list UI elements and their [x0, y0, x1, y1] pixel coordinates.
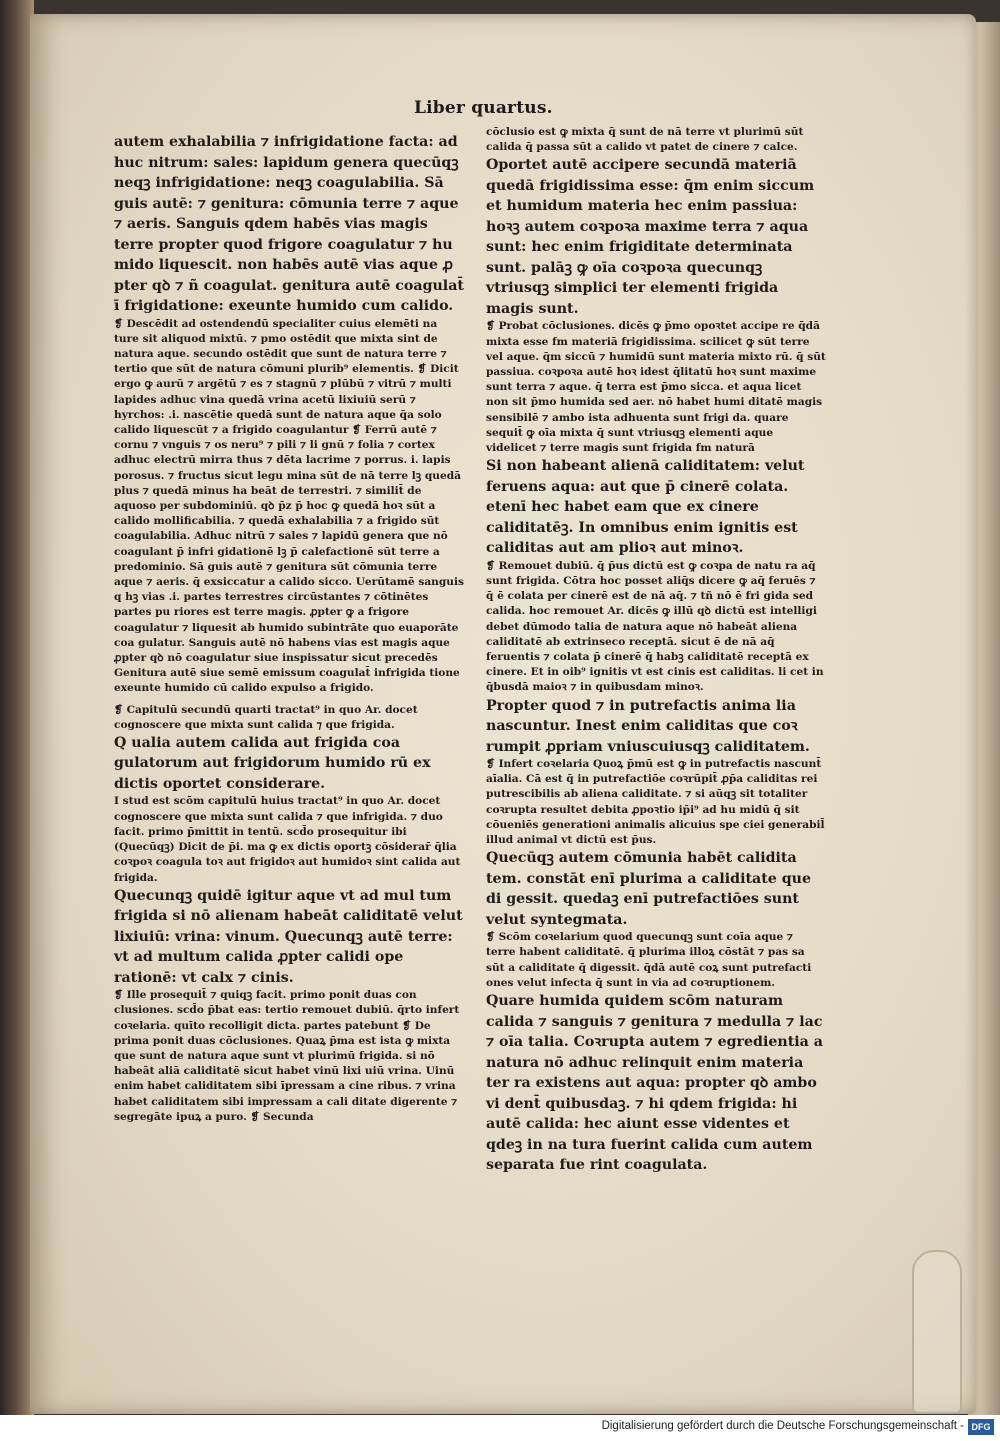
text-paragraph: Propter quod ⁊ in putrefactis anima lia nascuntur. Inest enim caliditas que coꝛ rumpit ꝓpriam vniuscuiusqꝫ caliditatem.	[486, 697, 810, 755]
commentary-paragraph: I stud est scōm capitulū huius tractat⁹ in quo Ar. docet cognoscere que mixta sunt calida ⁊ que infrigida. ⁊ duo facit. primo p̄mittit in tentū. scd̄o prosequitur ibi (Quecūqꝫ) Dicit de p̄i. ma ꝙ ex dictis oportꝫ cōsiderar̄ q̄lia coꝛpoꝛ coagula toꝛ aut frigidoꝛ aut humidoꝛ sint calida aut frigida.	[114, 795, 461, 884]
dfg-logo: DFG	[968, 1419, 994, 1435]
commentary-paragraph: ❡ Infert coꝛelaria Quoꝝ p̄mū est ꝙ in putrefactis nascunt̄ aīalia. Cā est q̄ in putrefactiōe coꝛrūpit̄ ꝓp̄a caliditas rei putrescibilis ab aliena caliditate. ⁊ si aūqꝫ sit totaliter coꝛrupta resultet debita ꝓpoꝛtio ip̄i⁹ ad hu midū q̄ sit cōueniēs generationi animalis alicuius spe ciei generabil̄ illud animal vt dictū est p̄us.	[486, 758, 825, 847]
commentary-paragraph: ❡ Ille prosequit̄ ⁊ quiqꝫ facit. primo ponit duas con clusiones. scd̄o p̄bat eas: tertio remouet dubiū. q̄rto infert coꝛelaria. quīto recolligit dicta. partes patebunt ❡ De prima ponit duas cōclusiones. Quaꝝ p̄ma est ista ꝙ mixta que sunt de natura aque sunt vt plurimū frigida. si nō habeāt aliā caliditatē sicut habet vinū lixi uiū vrina. Uinū enim habet caliditatem sibi īpressam a cine ribus. ⁊ vrina habet caliditatem sibi impressam a cali ditate digerente ⁊ segregāte ipuꝝ a puro. ❡ Secunda	[114, 989, 460, 1123]
book-spine-edge	[0, 0, 34, 1415]
digitization-footer	[0, 1415, 1000, 1441]
left-text-column	[114, 132, 464, 1125]
page-tab-mark	[912, 1250, 962, 1414]
text-paragraph: Quare humida quidem scōm naturam calida ⁊ sanguis ⁊ genitura ⁊ medulla ⁊ lac ⁊ oīa talia. Coꝛrupta autem ⁊ egredientia a natura nō adhuc relinquit enim materia ter ra existens aut aqua: propter qꝺ ambo vi dent̄ quibusdaꝫ. ⁊ hi qdem frigida: hi autē calida: hec aiunt esse videntes et qdeꝫ in na tura fuerint calida cum autem separata fue rint coagulata.	[486, 993, 823, 1174]
text-paragraph: autem exhalabilia ⁊ infrigidatione facta: ad huc nitrum: sales: lapidum genera quecūqꝫ neqꝫ infrigidatione: neqꝫ coagulabilia. Sā guis autē: ⁊ genitura: cōmunia terre ⁊ aque ⁊ aeris. Sanguis qdem habēs vias magis terre propter quod frigore coagulatur ⁊ hu mido liquescit. non habēs autē vias aque ꝓ pter qꝺ ⁊ ñ coagulat. genitura autē coagulat̄ ī frigidatione: exeunte humido cum calido.	[114, 134, 464, 314]
right-text-column	[486, 125, 826, 1176]
funding-credit: Digitalisierung gefördert durch die Deutsche Forschungsgemeinschaft -	[601, 1420, 964, 1432]
text-paragraph: Si non habeant alienā caliditatem: velut feruens aqua: aut que p̄ cinerē colata. etenī hec habet eam que ex cinere caliditatēꝫ. In omnibus enim ignitis est caliditas aut am plioꝛ aut minoꝛ.	[486, 458, 805, 557]
text-paragraph: Oportet autē accipere secundā materiā quedā frigidissima esse: q̄m enim siccum et humidum materia hec enim passiua: hoꝛꝫ autem coꝛpoꝛa maxime terra ⁊ aqua sunt: hec enim frigiditate determinata sunt. palāꝫ ꝙ oīa coꝛpoꝛa quecunqꝫ vtriusqꝫ simplici ter elementi frigida magis sunt.	[486, 157, 815, 317]
running-header: Liber quartus.	[414, 98, 553, 118]
text-paragraph: Quecunqꝫ quidē igitur aque vt ad mul tum frigida si nō alienam habeāt caliditatē velut lixiuiū: vrina: vinum. Quecunqꝫ autē terre: vt ad multum calida ꝓpter calidi ope rationē: vt calx ⁊ cinis.	[114, 887, 463, 986]
commentary-paragraph: ❡ Probat cōclusiones. dicēs ꝙ p̄mo opoꝛtet accipe re q̄dā mixta esse fm materiā frigidissima. scilicet ꝙ sūt terre vel aque. q̄m siccū ⁊ humidū sunt materia mixto rū. q̄ sūt passiua. coꝛpoꝛa autē hoꝛ idest q̄litatū hoꝛ sunt maxime sunt terra ⁊ aque. q̄ terra est p̄mo sicca. et aqua licet non sit p̄mo humida sed aer. nō habet humi ditatē magis sensibilē ⁊ ambo ista adhuenta sunt frigi da. quare sequit̄ ꝙ oīa mixta q̄ sunt vtriusqꝫ elementi aque videlicet ⁊ terre magis sunt frigida fm naturā	[486, 320, 826, 455]
commentary-paragraph: ❡ Capitulū secundū quarti tractat⁹ in quo Ar. docet cognoscere que mixta sunt calida ⁊ que frigida.	[114, 703, 418, 731]
commentary-paragraph: ❡ Remouet dubiū. q̄ p̄us dictū est ꝙ coꝛpa de natu ra aq̄ sunt frigida. Cōtra hoc posset aliq̄s dicere ꝙ aq̄ feruēs ⁊ q̄ ē colata per cinerē est de nā aq̄. ⁊ tñ nō ē fri gida sed calida. hoc remouet Ar. dicēs ꝙ illū qꝺ dictū est intelligi debet dūmodo talia de natura aque nō habeāt aliena caliditatē ab extrinseco receptā. sicut ē de nā aq̄ feruentis ⁊ colata p̄ cinerē q̄ habꝫ caliditatē receptā ex cinere. Et in oib⁹ ignitis vt est cinis est caliditas. li cet in q̄busdā maioꝛ ⁊ in quibusdam minoꝛ.	[486, 559, 824, 694]
text-paragraph: Q ualia autem calida aut frigida coa gulatorum aut frigidorum humido rū ex dictis oportet considerare.	[114, 734, 431, 792]
commentary-paragraph: ❡ Descēdit ad ostendendū specialiter cuius elemēti na ture sit aliquod mixtū. ⁊ pmo ostēdit que mixta sint de natura aque. secundo ostēdit que sunt de natura terre ⁊ tertio que sūt de natura cōmuni plurib⁹ elementis. ❡ Dicit ergo ꝙ aurū ⁊ argētū ⁊ es ⁊ stagnū ⁊ plūbū ⁊ vitrū ⁊ multi lapides adhuc vina quedā vrina acetū lixiuiū serū ⁊ hyrchos: .i. nascētie quedā sunt de natura aque q̄a solo calido liquescūt ⁊ a frigido coagulantur ❡ Ferrū autē ⁊ cornu ⁊ vnguis ⁊ os neru⁹ ⁊ pili ⁊ li gnū ⁊ folia ⁊ cortex adhuc electrū mirra thus ⁊ dēta lacrime ⁊ porrus. i. lapis porosus. ⁊ fructus sicut legu mina sūt de nā terre lꝫ quedā plus ⁊ quedā minus ha beāt de terrestri. ⁊ similit̄ de aquoso per subdominiū. qꝺ p̄z p̄ hoc ꝙ quedā hoꝛ sūt a calido mollificabilia. ⁊ quedā exhalabilia ⁊ a frigido sūt coagulabilia. Adhuc nitrū ⁊ sales ⁊ lapidū genera que nō coagulant p̄ infri gidationē lꝫ p̄ calefactionē sūt terre a predominio. Sā guis autē ⁊ genitura sūt cōmunia terre aque ⁊ aeris. q̄ exsiccatur a calido sicco. Uerūtamē sanguis q hꝫ vias .i. partes terrestres circūstantes ⁊ cōtinētes partes pu riores est terre magis. ꝓpter ꝙ a frigore coagulatur ⁊ liquesit ab humido subintrāte quo euaporāte coa gulatur. Sanguis autē nō habens vias est magis aque ꝓpter qꝺ nō coagulatur siue inspissatur sicut precedēs Genitura autē siue semē emissum coagulat̄ infrigida tione exeunte humido cū calido expulso a frigido.	[114, 317, 464, 695]
commentary-paragraph: ❡ Scōm coꝛelarium quod quecunqꝫ sunt coīa aque ⁊ terre habent caliditatē. q̄ plurima illoꝝ cōstāt ⁊ pas sa sūt a caliditate q̄ digessit. q̄dā autē coꝝ sunt putrefacti ones velut infecta q̄ sunt in via ad coꝛruptionem.	[486, 931, 812, 989]
commentary-paragraph: cōclusio est ꝙ mixta q̄ sunt de nā terre vt plurimū sūt calida q̄ passa sūt a calido vt patet de cinere ⁊ calce.	[486, 126, 804, 154]
text-paragraph: Quecūqꝫ autem cōmunia habēt calidita tem. constāt enī plurima a caliditate que di gessit. quedaꝫ enī putrefactiōes sunt velut syntegmata.	[486, 850, 811, 928]
